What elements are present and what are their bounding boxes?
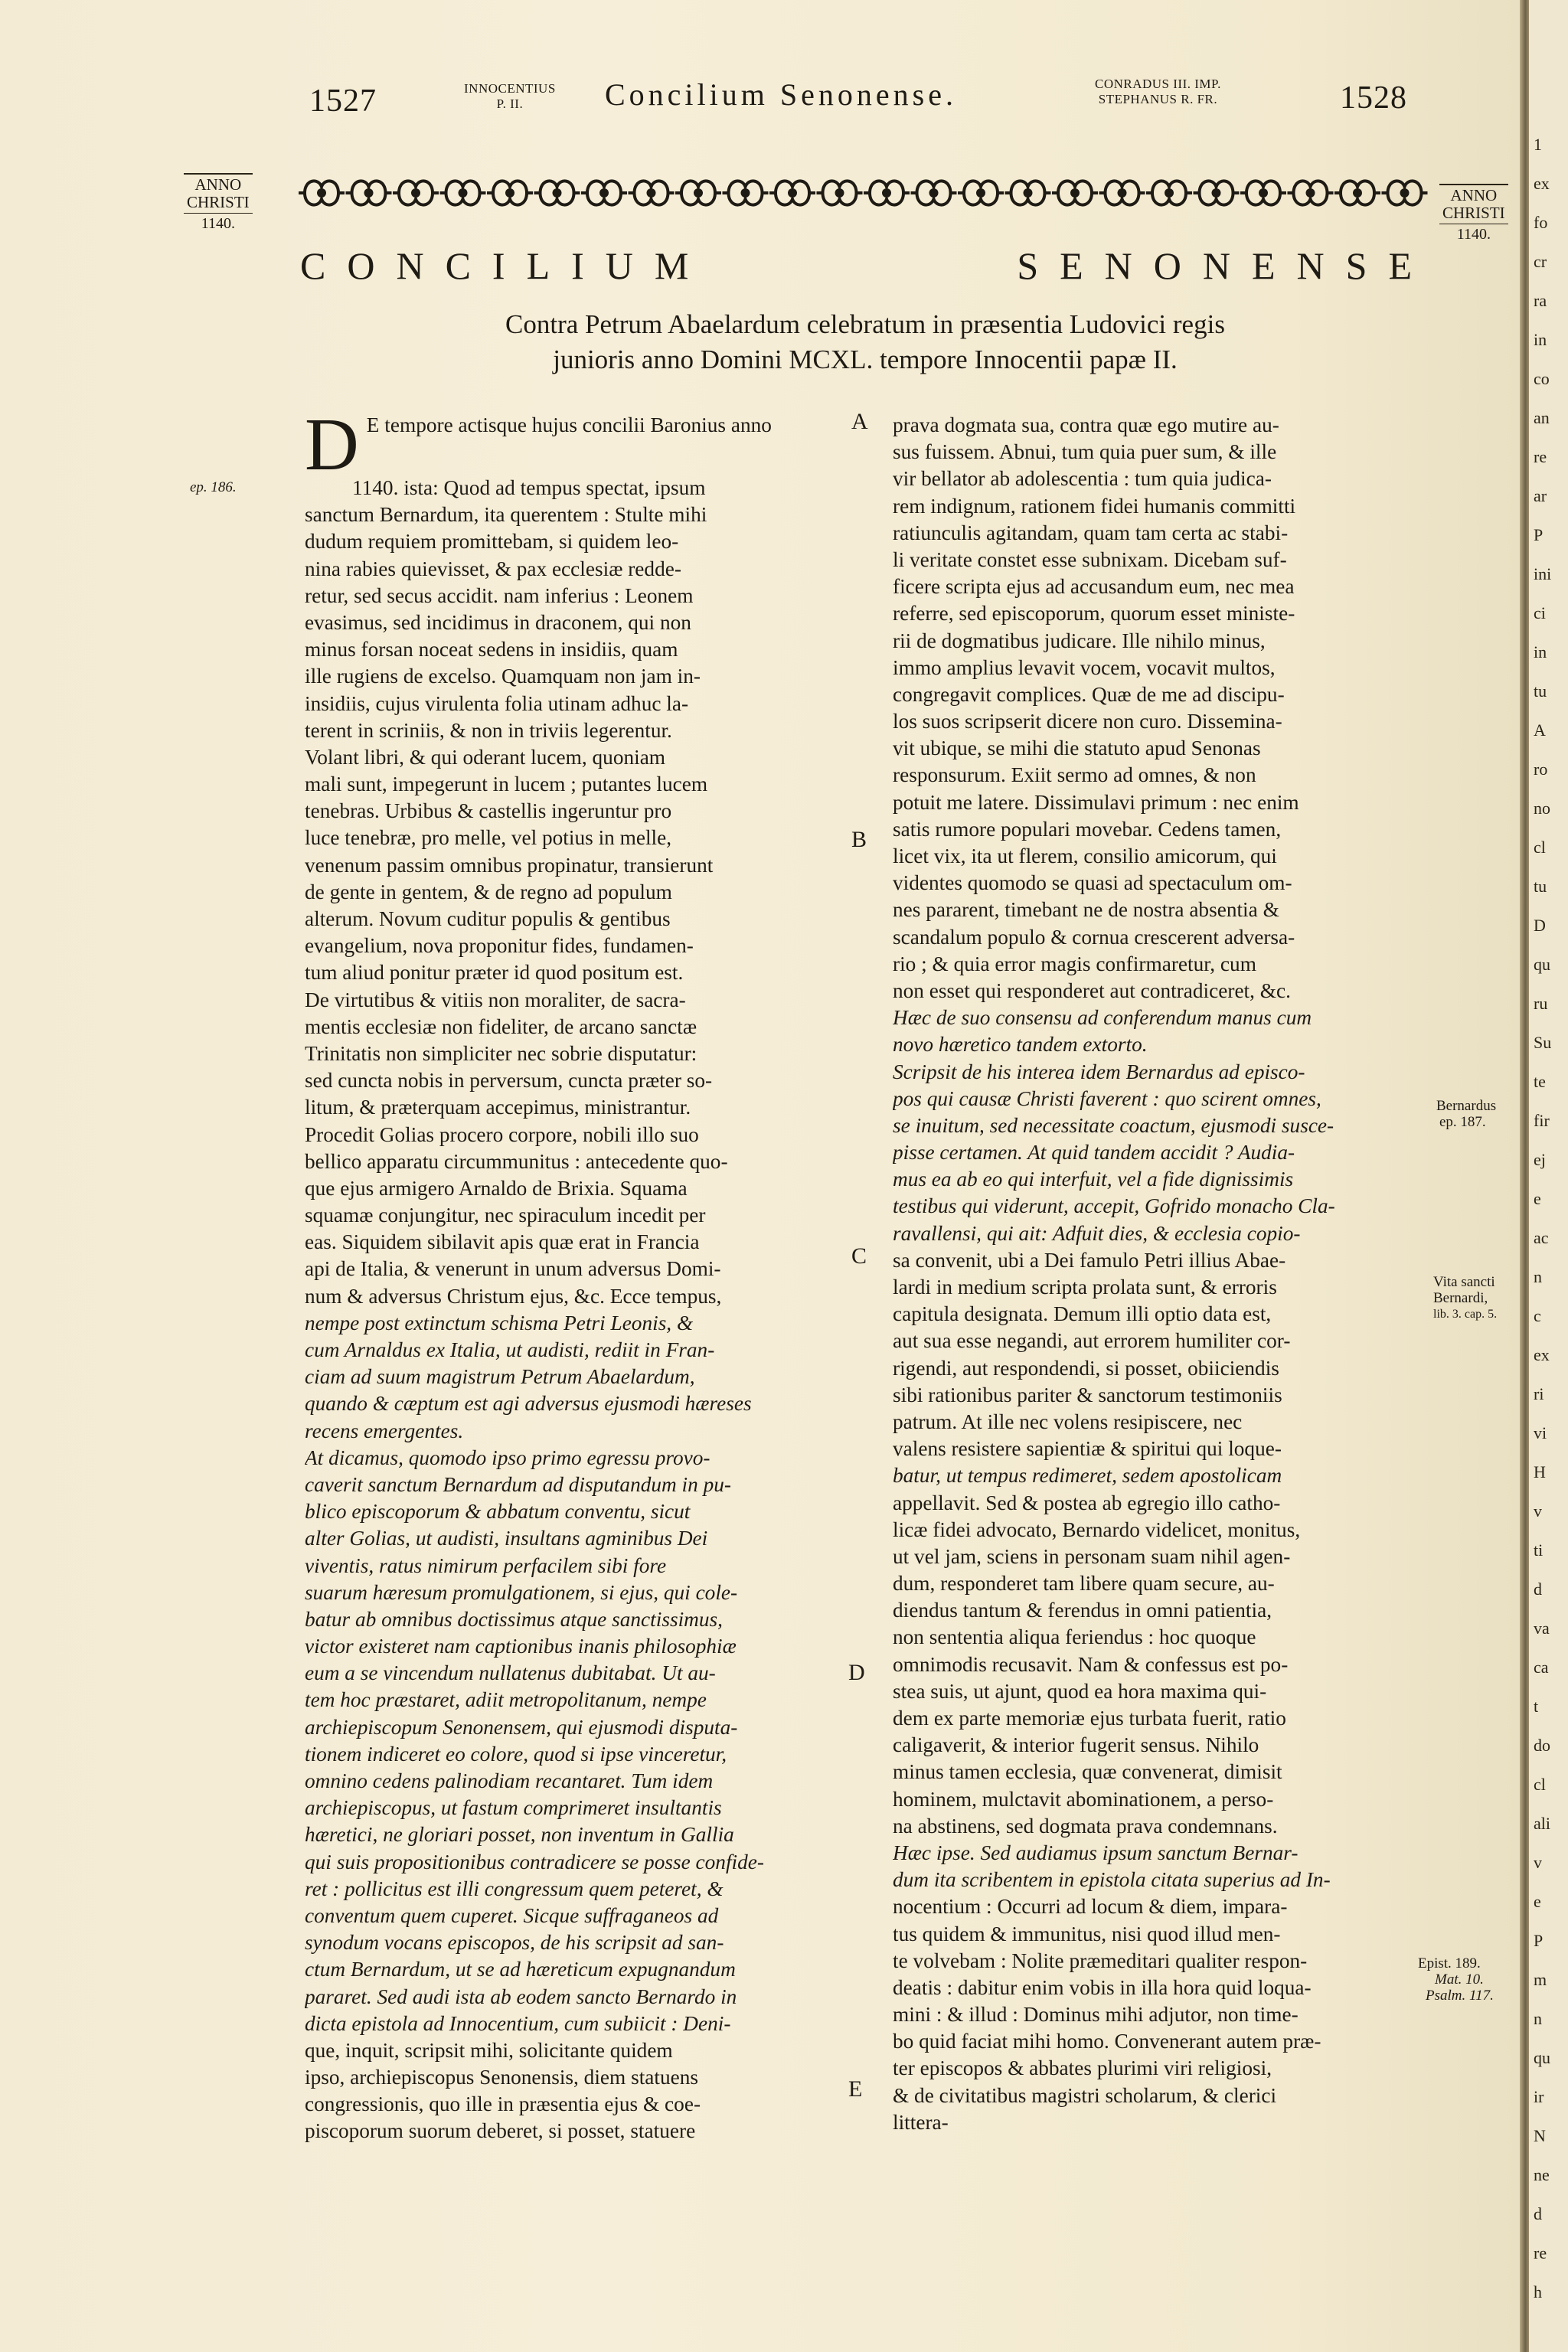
subtitle-line-2: junioris anno Domini MCXL. tempore Innocentii papæ II. [553,345,1178,374]
right-column-line: valens resistere sapientiæ & spiritui qui loque- [893,1437,1282,1461]
left-column-line: api de Italia, & venerunt in unum adversus Domi- [305,1257,721,1281]
left-column-line: tem hoc præstaret, adiit metropolitanum, nempe [305,1688,707,1712]
left-column-line: que, inquit, scripsit mihi, solicitante quidem [305,2038,673,2062]
anno-right-line2: CHRISTI [1442,204,1505,222]
facing-page-fragment: ri [1534,1384,1544,1403]
right-column-line: mus ea ab eo qui interfuit, vel a fide dignissimis [893,1168,1294,1191]
facing-page-fragment: d [1534,1579,1542,1599]
right-column-line: na abstinens, sed dogmata prava condemnans. [893,1814,1278,1838]
left-column-line: terent in scriniis, & non in triviis legerentur. [305,718,672,742]
right-column-line: vit ubique, se mihi die statuto apud Senonas [893,737,1261,760]
left-column-line: squamæ conjungitur, nec spiraculum incedit per [305,1204,706,1227]
facing-page-fragment: ali [1534,1814,1550,1833]
right-column-line: licet vix, ita ut flerem, consilio amicorum, qui [893,844,1277,867]
right-column-line: sa convenit, ubi a Dei famulo Petri illius Abae- [893,1248,1286,1272]
facing-page-fragment: h [1534,2282,1542,2301]
right-column-line: rii de dogmatibus judicare. Ille nihilo minus, [893,629,1266,652]
facing-page-fragment: ra [1534,291,1547,310]
left-column-line: archiepiscopum Senonensem, qui ejusmodi disputa- [305,1715,738,1739]
right-column-line: capitula designata. Demum illi optio data est, [893,1302,1272,1326]
title-word-1: CONCILIUM [300,244,710,287]
left-column-line: suarum hæresum promulgationem, si ejus, qui cole- [305,1580,738,1604]
right-column-line: dum ita scribentem in epistola citata superius ad In- [893,1868,1331,1892]
facing-page-fragment: N [1534,2126,1546,2145]
facing-page-fragment: in [1534,642,1547,662]
left-column-line: batur ab omnibus doctissimus atque sanctissimus, [305,1607,723,1631]
right-column-line: batur, ut tempus redimeret, sedem apostolicam [893,1464,1282,1488]
right-column-line: ravallensi, qui ait: Adfuit dies, & ecclesia copio- [893,1221,1301,1245]
facing-page-fragment: m [1534,1970,1547,1989]
right-column-line: responsurum. Exiit sermo ad omnes, & non [893,763,1256,787]
right-column-line: & de civitatibus magistri scholarum, & clerici [893,2083,1277,2107]
left-column-line: blico episcoporum & abbatum conventu, sicut [305,1500,691,1524]
right-column-line: stea suis, ut ajunt, quod ea hora maxima qui- [893,1679,1267,1703]
left-column-line: 1140. ista: Quod ad tempus spectat, ipsum [352,476,706,499]
right-column-line: se inuitum, sed necessitate coactum, ejusmodi susce- [893,1113,1334,1137]
facing-page-fragment: ca [1534,1658,1549,1677]
left-column-line: pararet. Sed audi ista ab eodem sancto Bernardo in [305,1984,737,2008]
right-column-line: aut sua esse negandi, aut errorem humiliter cor- [893,1329,1291,1353]
facing-page-fragment: Su [1534,1033,1552,1052]
right-column-line: dum, responderet tam libere quam secure, au- [893,1572,1275,1596]
left-column-line: conventum quem cuperet. Sicque suffraganeos ad [305,1903,719,1927]
left-column-line: ciam ad suum magistrum Petrum Abaelardum, [305,1365,695,1389]
right-column-line: dem ex parte memoriæ ejus turbata fuerit, ratio [893,1707,1286,1730]
left-column-line: congressionis, quo ille in præsentia ejus & coe- [305,2092,701,2116]
right-column-line: sus fuissem. Abnui, tum quia puer sum, & ille [893,440,1277,464]
anno-right-line1: ANNO [1450,186,1498,204]
facing-page-fragment: v [1534,1501,1542,1521]
facing-page-fragment: co [1534,369,1550,388]
ornamental-border [299,170,1432,216]
margin-note-vita [1433,1274,1497,1322]
subtitle-line-1: Contra Petrum Abaelardum celebratum in præsentia Ludovici regis [505,309,1225,339]
left-column-line: De virtutibus & vitiis non moraliter, de sacra- [305,988,686,1011]
right-column-line: ter episcopos & abbates plurimi viri religiosi, [893,2056,1272,2080]
facing-page-fragment: tu [1534,877,1547,896]
right-column-line: pos qui causæ Christi faverent : quo scirent omnes, [893,1086,1321,1110]
right-column-line: potuit me latere. Dissimulavi primum : nec enim [893,790,1299,814]
margin-note-vita-line2: Bernardi, [1433,1290,1488,1306]
left-column-line: tenebras. Urbibus & castellis ingeruntur pro [305,799,672,823]
left-column-line: luce tenebræ, pro melle, vel potius in melle, [305,826,672,850]
right-column-line: hominem, mulctavit abominationem, a perso- [893,1787,1274,1811]
right-column-line: congregavit complices. Quæ de me ad discipu- [893,682,1285,706]
left-column-line: caverit sanctum Bernardum ad disputandum in pu- [305,1472,732,1496]
right-column-line: li veritate constet esse subnixam. Dicebam suf- [893,547,1287,571]
left-column [305,403,851,2145]
left-column-line: tionem indiceret eo colore, quod si ipse vinceretur, [305,1742,727,1766]
left-column-line: evangelium, nova proponitur fides, fundamen- [305,934,694,958]
left-column-line: nempe post extinctum schisma Petri Leonis, & [305,1311,694,1334]
chapter-title [300,243,1433,288]
left-column-line: dicta epistola ad Innocentium, cum subiicit : Deni- [305,2011,731,2035]
facing-page-edge [1529,0,1568,2352]
margin-note-epist-line3: Psalm. 117. [1426,1988,1494,2004]
margin-note-epist [1418,1955,1494,2004]
pope-line1: INNOCENTIUS [464,81,556,96]
anno-right-year: 1140. [1456,226,1491,243]
left-column-line: ctum Bernardum, ut se ad hæreticum expugnandum [305,1958,736,1981]
left-column-line: tum aliud ponitur præter id quod positum est. [305,961,684,985]
left-column-line: quando & cæptum est agi adversus ejusmodi hæreses [305,1392,752,1416]
right-column-line: Hæc ipse. Sed audiamus ipsum sanctum Bernar- [893,1841,1298,1864]
left-column-line: nina rabies quievisset, & pax ecclesiæ redde- [305,557,681,580]
left-column-line: viventis, ratus nimirum perfacilem sibi fore [305,1553,667,1577]
left-column-line: eum a se vincendum nullatenus dubitabat. Ut au- [305,1661,716,1685]
facing-page-fragment: n [1534,2009,1542,2028]
right-column-line: referre, sed episcoporum, quorum esset ministe- [893,602,1295,626]
right-column-line: pisse certamen. At quid tandem accidit ? Audia- [893,1141,1295,1165]
facing-page-fragment: H [1534,1462,1546,1481]
left-column-line: synodum vocans episcopos, de his scripsit ad san- [305,1931,724,1955]
right-column-line: littera- [893,2110,949,2134]
left-column-line: piscoporum suorum deberet, si posset, statuere [305,2119,696,2143]
left-column-line: minus forsan noceat sedens in insidiis, quam [305,638,678,662]
anno-christi-left [184,173,253,233]
left-column-line: Procedit Golias procero corpore, nobili illo suo [305,1122,699,1146]
facing-page-fragment: e [1534,1892,1541,1911]
facing-page-fragment: te [1534,1072,1546,1091]
facing-page-fragment: tu [1534,681,1547,701]
facing-page-fragment: no [1534,799,1550,818]
facing-page-fragment: v [1534,1853,1542,1872]
facing-page-fragment: ar [1534,486,1547,505]
right-column-line: videntes quomodo se quasi ad spectaculum om- [893,871,1292,895]
right-column-line: rem indignum, rationem fidei humanis committi [893,494,1296,518]
right-column-line: te volvebam : Nolite præmeditari qualiter respon- [893,1949,1308,1972]
facing-page-fragment: ru [1534,994,1548,1013]
right-column-line: ut vel jam, sciens in personam suam nihil agen- [893,1544,1291,1568]
right-column-line: bo quid faciat mihi homo. Convenerant autem præ- [893,2030,1321,2053]
left-column-line: Volant libri, & qui oderant lucem, quoniam [305,745,666,769]
right-column-line: novo hæretico tandem extorto. [893,1033,1148,1057]
right-column-line: non sententia aliqua feriendus : hoc quoque [893,1625,1256,1649]
facing-page-fragment: ir [1534,2087,1544,2106]
section-letter-c: C [851,1243,867,1269]
margin-note-vita-line1: Vita sancti [1433,1274,1495,1290]
pope-line2: P. II. [496,96,524,111]
right-column-line: nocentium : Occurri ad locum & diem, impara- [893,1895,1288,1919]
left-column-line: At dicamus, quomodo ipso primo egressu provo- [305,1446,710,1469]
left-column-line: recens emergentes. [305,1419,464,1442]
facing-page-fragment: fir [1534,1111,1550,1130]
left-column-line: de gente in gentem, & de regno ad populum [305,880,672,903]
facing-page-fragment: qu [1534,955,1550,974]
right-column-line: ratiunculis agitandam, quam tam certa ac stabi- [893,521,1289,544]
facing-page-fragment: t [1534,1697,1539,1716]
left-column-line: ipso, archiepiscopus Senonensis, diem statuens [305,2066,699,2089]
left-column-line: alterum. Novum cuditur populis & gentibus [305,907,671,930]
facing-page-fragment: 1 [1534,135,1542,154]
right-column-line: deatis : dabitur enim vobis in illa hora quid loqua- [893,1975,1312,1999]
margin-note-epist-line1: Epist. 189. [1418,1955,1481,1971]
facing-page-fragment: c [1534,1306,1541,1325]
margin-note-bernardus-line2: ep. 187. [1439,1114,1486,1130]
left-column-line: dudum requiem promittebam, si quidem leo- [305,530,679,554]
right-column-line: los suos scripserit dicere non curo. Dissemina- [893,710,1282,733]
facing-page-fragment: ci [1534,603,1546,622]
facing-page-fragment: ini [1534,564,1552,583]
facing-page-fragment: ro [1534,760,1548,779]
left-column-line: sed cuncta nobis in perversum, cuncta præter so- [305,1069,713,1093]
section-letter-e: E [848,2076,863,2102]
facing-page-fragment: A [1534,720,1546,740]
section-letter-b: B [851,827,867,852]
section-letter-a: A [851,409,868,434]
left-column-line: insidiis, cujus virulenta folia utinam adhuc la- [305,691,689,715]
left-column-line: archiepiscopus, ut fastum comprimeret insultantis [305,1796,722,1820]
right-column [893,412,1429,2136]
left-column-line: omnino cedens palinodiam recantaret. Tum idem [305,1769,714,1792]
margin-note-ep186: ep. 186. [190,479,237,495]
facing-page-fragment: cl [1534,838,1546,857]
facing-page-fragment: fo [1534,213,1548,232]
right-column-line: vir bellator ab adolescentia : tum quia judica- [893,467,1272,491]
anno-left-line2: CHRISTI [187,193,250,211]
right-column-line: immo amplius levavit vocem, vocavit multos, [893,655,1276,679]
pope-header [464,81,556,112]
left-column-line: num & adversus Christum ejus, &c. Ecce tempus, [305,1284,722,1308]
left-column-line: Trinitatis non simpliciter nec sobrie disputatur: [305,1041,697,1065]
left-column-line: que ejus armigero Arnaldo de Brixia. Squama [305,1176,688,1200]
right-column-line: nes pararent, timebant ne de nostra absentia & [893,898,1279,922]
left-column-line: bellico apparatu circummunitus : antecedente quo- [305,1149,728,1173]
page-number-right: 1528 [1340,80,1407,116]
right-column-line: patrum. At ille nec volens resipiscere, nec [893,1410,1243,1433]
facing-page-fragment: ex [1534,174,1550,193]
facing-page-fragment: re [1534,447,1547,466]
facing-page-fragment: P [1534,1931,1544,1950]
margin-note-epist-line2: Mat. 10. [1435,1971,1484,1988]
right-column-line: minus tamen ecclesia, quæ convenerat, dimisit [893,1760,1282,1784]
left-column-line: eas. Siquidem sibilavit apis quæ erat in Francia [305,1230,700,1254]
facing-page-fragment: in [1534,330,1547,349]
left-column-line: ret : pollicitus est illi congressum quem peteret, & [305,1877,724,1900]
facing-page-fragment: qu [1534,2048,1550,2067]
margin-note-bernardus [1436,1098,1496,1130]
section-letter-d: D [848,1660,865,1685]
facing-page-fragment: d [1534,2204,1542,2223]
left-column-line: venenum passim omnibus propinatur, transierunt [305,853,714,877]
right-column-line: prava dogmata sua, contra quæ ego mutire au- [893,413,1279,436]
rulers-header [1095,77,1221,107]
running-title: Concilium Senonense. [605,77,957,112]
title-word-2: SENONENSE [1017,244,1433,287]
right-column-line: sibi rationibus pariter & sanctorum testimoniis [893,1383,1282,1406]
right-column-line: rigendi, aut respondendi, si posset, obiiciendis [893,1356,1279,1380]
facing-page-fragment: D [1534,916,1546,935]
left-column-line: evasimus, sed incidimus in draconem, qui non [305,610,691,634]
page-number-left: 1527 [309,83,377,119]
left-column-line: qui suis propositionibus contradicere se posse confide- [305,1850,764,1873]
rulers-line1: CONRADUS III. IMP. [1095,77,1221,91]
right-column-line: mini : & illud : Dominus mihi adjutor, non time- [893,2003,1298,2027]
facing-page-fragment: vi [1534,1423,1547,1442]
right-column-line: licæ fidei advocato, Bernardo videlicet, monitus, [893,1517,1301,1541]
right-column-line: Scripsit de his interea idem Bernardus ad episco- [893,1060,1305,1083]
facing-page-fragment: ne [1534,2165,1550,2184]
margin-note-bernardus-line1: Bernardus [1436,1098,1497,1114]
right-column-line: tus quidem & immunitus, nisi quod illud men- [893,1922,1281,1945]
left-column-line: litum, & præterquam accepimus, ministrantur. [305,1096,691,1119]
right-column-line: scandalum populo & cornua crescerent adversa- [893,925,1295,949]
facing-page-fragment: re [1534,2243,1547,2262]
anno-left-year: 1140. [201,215,235,232]
right-column-line: testibus qui viderunt, accepit, Gofrido monacho Cla- [893,1194,1335,1218]
facing-page-fragment: an [1534,408,1550,427]
facing-page-fragment: ex [1534,1345,1550,1364]
facing-page-fragment: n [1534,1267,1542,1286]
facing-page-fragment: P [1534,525,1544,544]
right-column-line: satis rumore populari movebar. Cedens tamen, [893,817,1282,841]
margin-note-vita-line3: lib. 3. cap. 5. [1433,1308,1498,1321]
right-column-line: appellavit. Sed & postea ab egregio illo catho- [893,1491,1281,1514]
facing-page-fragment: cl [1534,1775,1546,1794]
left-column-line: victor existeret nam captionibus inanis philosophiæ [305,1635,737,1658]
facing-page-fragment: e [1534,1189,1541,1208]
left-column-line: mali sunt, impegerunt in lucem ; putantes lucem [305,773,708,796]
left-column-line: hæretici, ne gloriari posset, non inventum in Gallia [305,1823,734,1847]
right-column-line: non esset qui responderet aut contradiceret, &c. [893,978,1291,1002]
facing-page-fragment: va [1534,1619,1550,1638]
facing-page-fragment: ac [1534,1228,1549,1247]
left-column-line: retur, sed secus accidit. nam inferius : Leonem [305,583,694,607]
anno-left-line1: ANNO [194,175,242,194]
right-column-line: ficere scripta ejus ad accusandum eum, nec mea [893,575,1295,599]
book-gutter [1520,0,1529,2352]
left-column-line: sanctum Bernardum, ita querentem : Stulte mihi [305,503,707,527]
right-column-line: lardi in medium scripta prolata sunt, & erroris [893,1276,1277,1298]
left-column-line: ille rugiens de excelso. Quamquam non jam in- [305,665,701,688]
facing-page-fragment: do [1534,1736,1550,1755]
left-column-line: cum Arnaldus ex Italia, ut audisti, rediit in Fran- [305,1338,715,1361]
facing-page-fragment: cr [1534,252,1547,271]
left-column-line: mentis ecclesiæ non fideliter, de arcano sanctæ [305,1014,697,1038]
right-column-line: omnimodis recusavit. Nam & confessus est po- [893,1652,1289,1676]
rulers-line2: STEPHANUS R. FR. [1098,92,1218,106]
facing-page-fragment: ej [1534,1150,1546,1169]
right-column-line: rio ; & quia error magis confirmaretur, cum [893,952,1256,975]
anno-christi-right [1439,184,1508,243]
drop-cap: D [305,403,359,486]
left-column-line: alter Golias, ut audisti, insultans agminibus Dei [305,1527,708,1550]
right-column-line: diendus tantum & ferendus in omni patientia, [893,1599,1272,1622]
right-column-line: Hæc de suo consensu ad conferendum manus cum [893,1006,1312,1030]
left-column-line: E tempore actisque hujus concilii Baronius anno [366,413,772,436]
right-column-line: caligaverit, & interior fugerit sensus. Nihilo [893,1733,1259,1757]
facing-page-fragment: ti [1534,1540,1544,1560]
